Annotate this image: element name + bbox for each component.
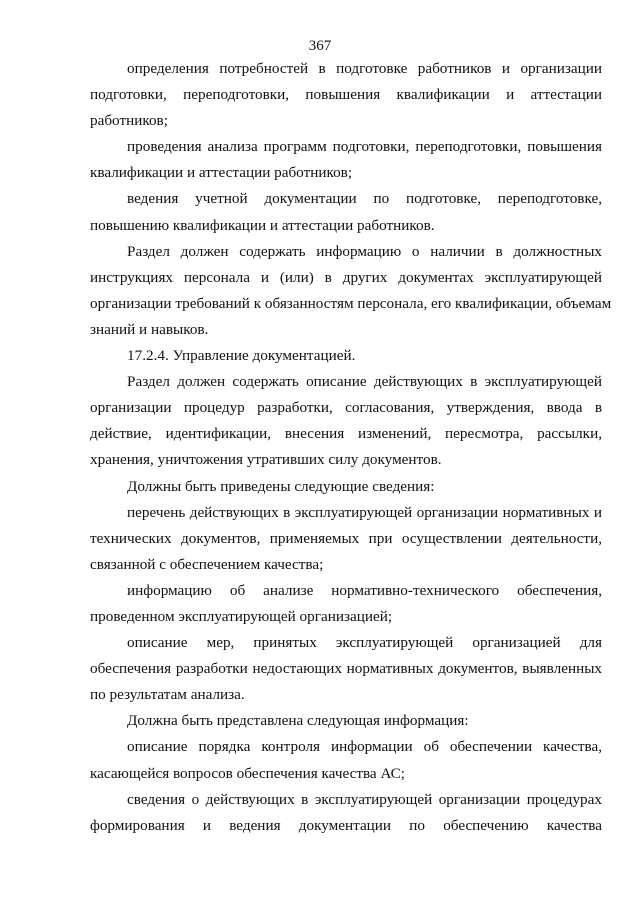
text-line: по результатам анализа. <box>90 686 245 704</box>
text-line: хранения, уничтожения утративших силу документов. <box>90 451 442 469</box>
text-line: обеспечения разработки недостающих нормативных документов, выявленных <box>90 660 602 678</box>
text-line: проведения анализа программ подготовки, переподготовки, повышения <box>127 138 602 156</box>
document-body <box>90 56 612 839</box>
text-line: определения потребностей в подготовке работников и организации <box>127 60 602 77</box>
text-line: проведенном эксплуатирующей организацией; <box>90 607 393 625</box>
text-line: связанной с обеспечением качества; <box>90 555 324 573</box>
text-line: Должна быть представлена следующая информация: <box>127 712 469 730</box>
text-line: сведения о действующих в эксплуатирующей организации процедурах <box>127 790 602 808</box>
text-line: работников; <box>90 112 168 130</box>
text-line: подготовки, переподготовки, повышения квалификации и аттестации <box>90 86 602 104</box>
text-line: Должны быть приведены следующие сведения: <box>127 477 435 495</box>
text-line: знаний и навыков. <box>90 320 209 338</box>
text-line: квалификации и аттестации работников; <box>90 164 353 182</box>
text-line: инструкциях персонала и (или) в других документах эксплуатирующей <box>90 268 602 286</box>
text-line: касающейся вопросов обеспечения качества АС; <box>90 764 406 782</box>
text-line: ведения учетной документации по подготовке, переподготовке, <box>127 190 602 208</box>
text-line: технических документов, применяемых при осуществлении деятельности, <box>90 529 602 547</box>
text-line: Раздел должен содержать описание действующих в эксплуатирующей <box>127 373 602 391</box>
page-number: 367 <box>308 38 332 54</box>
text-line: описание порядка контроля информации об обеспечении качества, <box>127 738 602 756</box>
text-line: перечень действующих в эксплуатирующей организации нормативных и <box>127 503 602 521</box>
text-line: организации требований к обязанностям персонала, его квалификации, объемам <box>90 294 612 312</box>
text-line: Раздел должен содержать информацию о наличии в должностных <box>127 242 602 260</box>
text-line: организации процедур разработки, согласования, утверждения, ввода в <box>90 399 602 417</box>
text-line: описание мер, принятых эксплуатирующей организацией для <box>127 634 602 652</box>
text-line: действие, идентификации, внесения изменений, пересмотра, рассылки, <box>90 425 602 443</box>
text-line: 17.2.4. Управление документацией. <box>127 347 356 365</box>
text-line: формирования и ведения документации по обеспечению качества <box>90 816 602 834</box>
text-line: повышению квалификации и аттестации работников. <box>90 216 435 234</box>
text-line: информацию об анализе нормативно-технического обеспечения, <box>127 581 602 599</box>
